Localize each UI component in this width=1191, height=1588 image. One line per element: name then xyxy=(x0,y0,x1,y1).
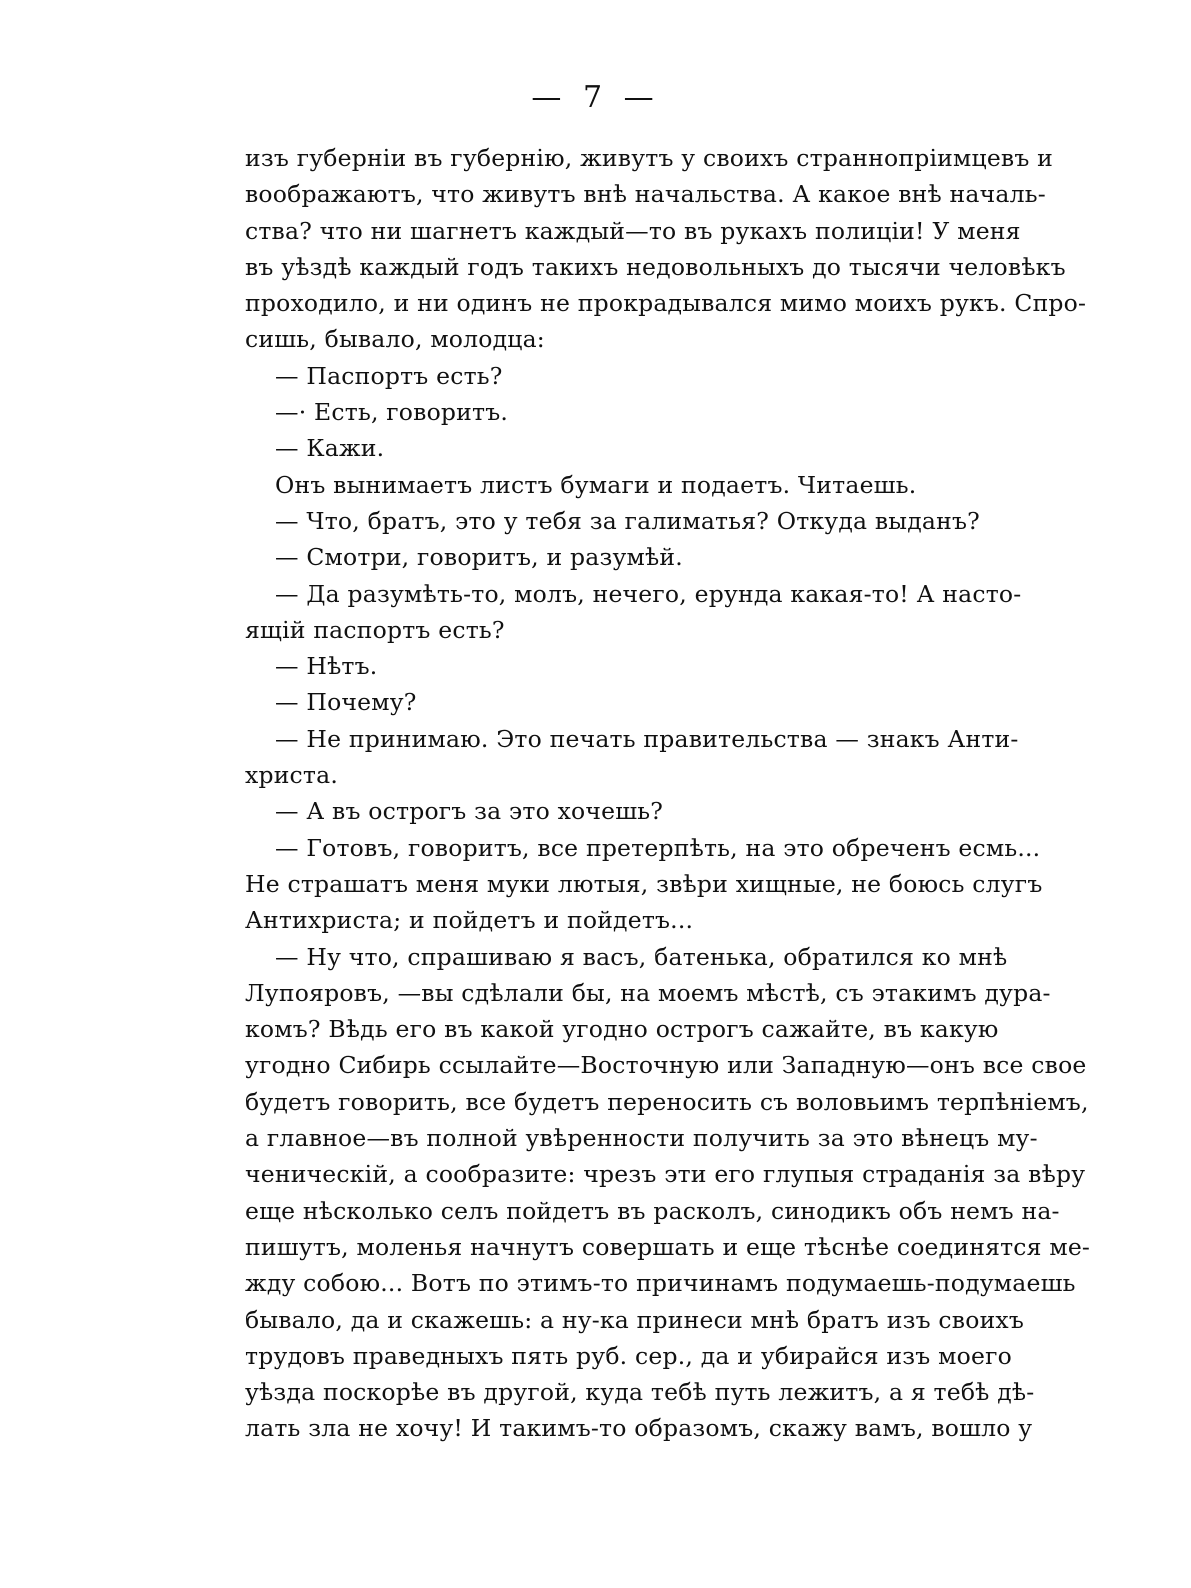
dialogue-line: — Смотри, говоритъ, и разумѣй. xyxy=(275,543,683,572)
dialogue-line: — Кажи. xyxy=(275,434,385,463)
text-line: угодно Сибирь ссылайте—Восточную или Западную—онъ все свое xyxy=(245,1051,1087,1080)
dialogue-line: —· Есть, говоритъ. xyxy=(275,398,509,427)
text-line: Антихриста; и пойдетъ и пойдетъ... xyxy=(245,906,694,935)
dialogue-line: — А въ острогъ за это хочешь? xyxy=(275,797,664,826)
text-line: ящій паспортъ есть? xyxy=(245,615,505,644)
dialogue-line: — Не принимаю. Это печать правительства — знакъ Анти- xyxy=(275,724,1019,753)
text-line: пишутъ, моленья начнутъ совершать и еще тѣснѣе соединятся ме- xyxy=(245,1232,1091,1261)
text-line: будетъ говорить, все будетъ переносить съ воловьимъ терпѣніемъ, xyxy=(245,1087,1089,1116)
text-line: Лупояровъ, —вы сдѣлали бы, на моемъ мѣстѣ, съ этакимъ дура- xyxy=(245,978,1051,1007)
text-line: въ уѣздѣ каждый годъ такихъ недовольныхъ до тысячи человѣкъ xyxy=(245,252,1066,281)
dialogue-line: — Да разумѣть-то, молъ, нечего, ерунда какая-то! А насто- xyxy=(275,579,1022,608)
body-text xyxy=(245,140,1091,1447)
text-line: проходило, и ни одинъ не прокрадывался мимо моихъ рукъ. Спро- xyxy=(245,289,1087,318)
text-line: уѣзда поскорѣе въ другой, куда тебѣ путь лежитъ, а я тебѣ дѣ- xyxy=(245,1378,1035,1407)
text-line: лать зла не хочу! И такимъ-то образомъ, скажу вамъ, вошло у xyxy=(245,1414,1033,1443)
text-line: сишь, бывало, молодца: xyxy=(245,325,545,354)
text-line: Онъ вынимаетъ листъ бумаги и подаетъ. Читаешь. xyxy=(275,470,917,499)
text-line: еще нѣсколько селъ пойдетъ въ расколъ, синодикъ объ немъ на- xyxy=(245,1196,1060,1225)
text-line: изъ губерніи въ губернію, живутъ у своихъ страннопріимцевъ и xyxy=(245,144,1054,172)
text-line: воображаютъ, что живутъ внѣ начальства. А какое внѣ началь- xyxy=(245,180,1046,209)
text-line: трудовъ праведныхъ пять руб. сер., да и убирайся изъ моего xyxy=(245,1341,1012,1370)
dialogue-line: — Ну что, спрашиваю я васъ, батенька, обратился ко мнѣ xyxy=(275,942,1008,971)
text-line: христа. xyxy=(245,761,339,790)
dialogue-line: — Что, братъ, это у тебя за галиматья? Откуда выданъ? xyxy=(275,506,980,535)
dialogue-line: — Готовъ, говоритъ, все претерпѣть, на это обреченъ есмь... xyxy=(275,833,1041,862)
dialogue-line: — Почему? xyxy=(275,688,417,717)
dialogue-line: — Паспортъ есть? xyxy=(275,361,503,390)
text-line: бывало, да и скажешь: а ну-ка принеси мнѣ братъ изъ своихъ xyxy=(245,1305,1025,1334)
text-line: а главное—въ полной увѣренности получить за это вѣнецъ му- xyxy=(245,1124,1038,1153)
text-line: ства? что ни шагнетъ каждый—то въ рукахъ полиціи! У меня xyxy=(245,216,1021,245)
text-line: комъ? Вѣдь его въ какой угодно острогъ сажайте, въ какую xyxy=(245,1015,999,1044)
text-line: Не страшатъ меня муки лютыя, звѣри хищные, не боюсь слугъ xyxy=(245,869,1043,898)
dialogue-line: — Нѣтъ. xyxy=(275,652,378,681)
text-line: жду собою... Вотъ по этимъ-то причинамъ подумаешь-подумаешь xyxy=(245,1269,1076,1298)
page-number: — 7 — xyxy=(531,80,660,115)
text-line: ченическій, а сообразите: чрезъ эти его глупыя страданія за вѣру xyxy=(245,1160,1086,1189)
